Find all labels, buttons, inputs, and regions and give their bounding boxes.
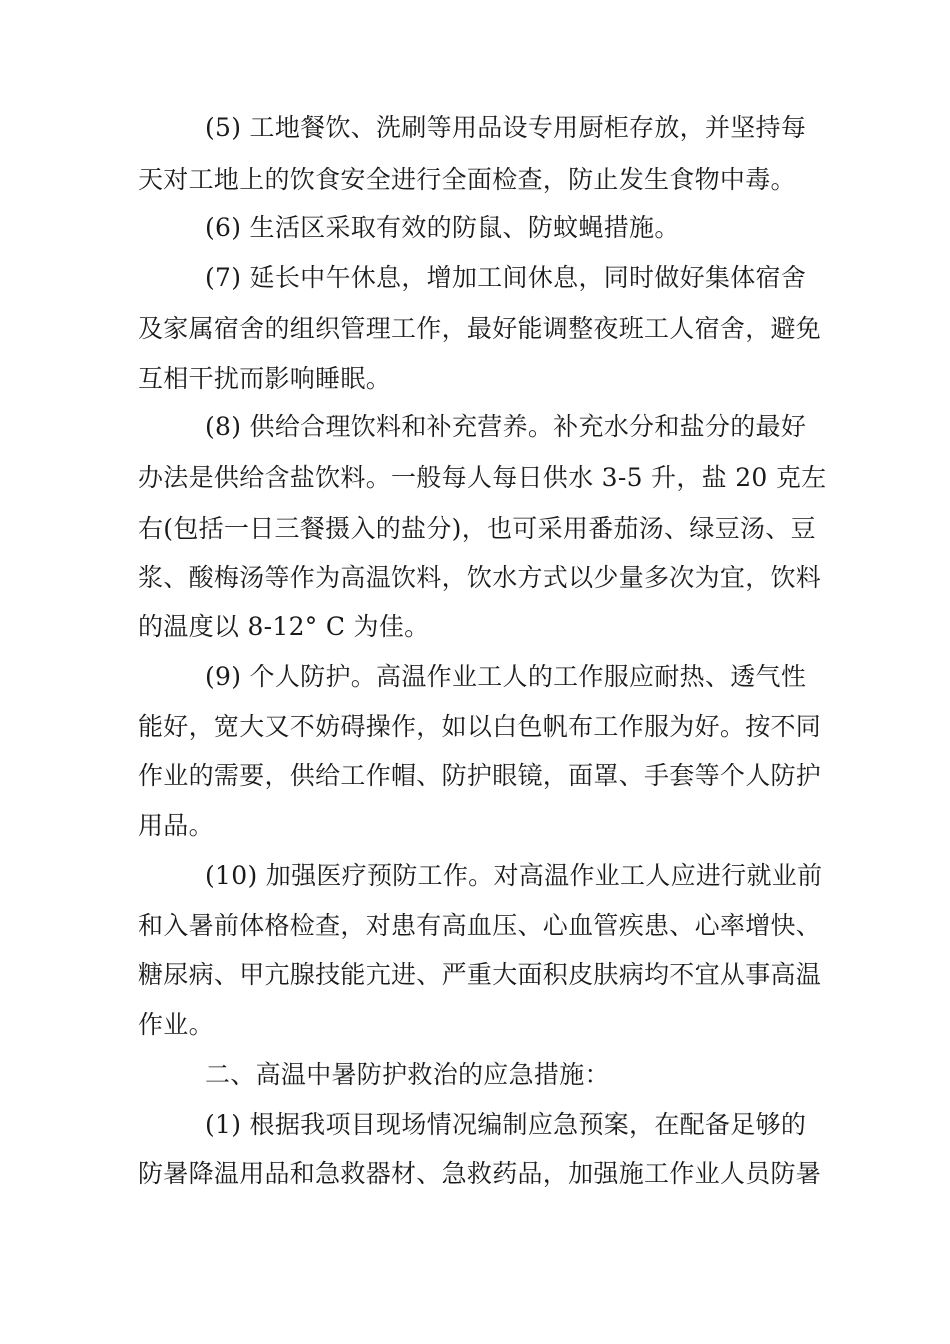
text-line: (6) 生活区采取有效的防鼠、防蚊蝇措施。: [205, 213, 680, 242]
text-line: 用品。: [138, 811, 214, 840]
text-line: 作业的需要，供给工作帽、防护眼镜，面罩、手套等个人防护: [138, 761, 822, 790]
text-line: 能好，宽大又不妨碍操作，如以白色帆布工作服为好。按不同: [138, 712, 822, 741]
text-line: 浆、酸梅汤等作为高温饮料，饮水方式以少量多次为宜，饮料: [138, 563, 822, 592]
section-heading: 二、高温中暑防护救治的应急措施：: [205, 1060, 610, 1089]
text-line: 防暑降温用品和急救器材、急救药品，加强施工作业人员防暑: [138, 1159, 822, 1188]
text-line: (9) 个人防护。高温作业工人的工作服应耐热、透气性: [205, 662, 807, 691]
text-line: (8) 供给合理饮料和补充营养。补充水分和盐分的最好: [205, 412, 807, 441]
text-line: 及家属宿舍的组织管理工作，最好能调整夜班工人宿舍，避免: [138, 314, 822, 343]
text-line: (7) 延长中午休息，增加工间休息，同时做好集体宿舍: [205, 263, 807, 292]
text-line: 右(包括一日三餐摄入的盐分)，也可采用番茄汤、绿豆汤、豆: [138, 514, 816, 543]
text-line: 糖尿病、甲亢腺技能亢进、严重大面积皮肤病均不宜从事高温: [138, 960, 822, 989]
text-line: 的温度以 8-12° C 为佳。: [138, 612, 430, 641]
text-line: 办法是供给含盐饮料。一般每人每日供水 3-5 升，盐 20 克左: [138, 463, 827, 492]
text-line: (1) 根据我项目现场情况编制应急预案，在配备足够的: [205, 1110, 807, 1139]
text-line: 天对工地上的饮食安全进行全面检查，防止发生食物中毒。: [138, 165, 796, 194]
text-line: 和入暑前体格检查，对患有高血压、心血管疾患、心率增快、: [138, 911, 822, 940]
text-line: (5) 工地餐饮、洗刷等用品设专用厨柜存放，并坚持每: [205, 113, 807, 142]
text-line: 作业。: [138, 1010, 214, 1039]
text-line: (10) 加强医疗预防工作。对高温作业工人应进行就业前: [205, 861, 823, 890]
text-line: 互相干扰而影响睡眠。: [138, 364, 392, 393]
